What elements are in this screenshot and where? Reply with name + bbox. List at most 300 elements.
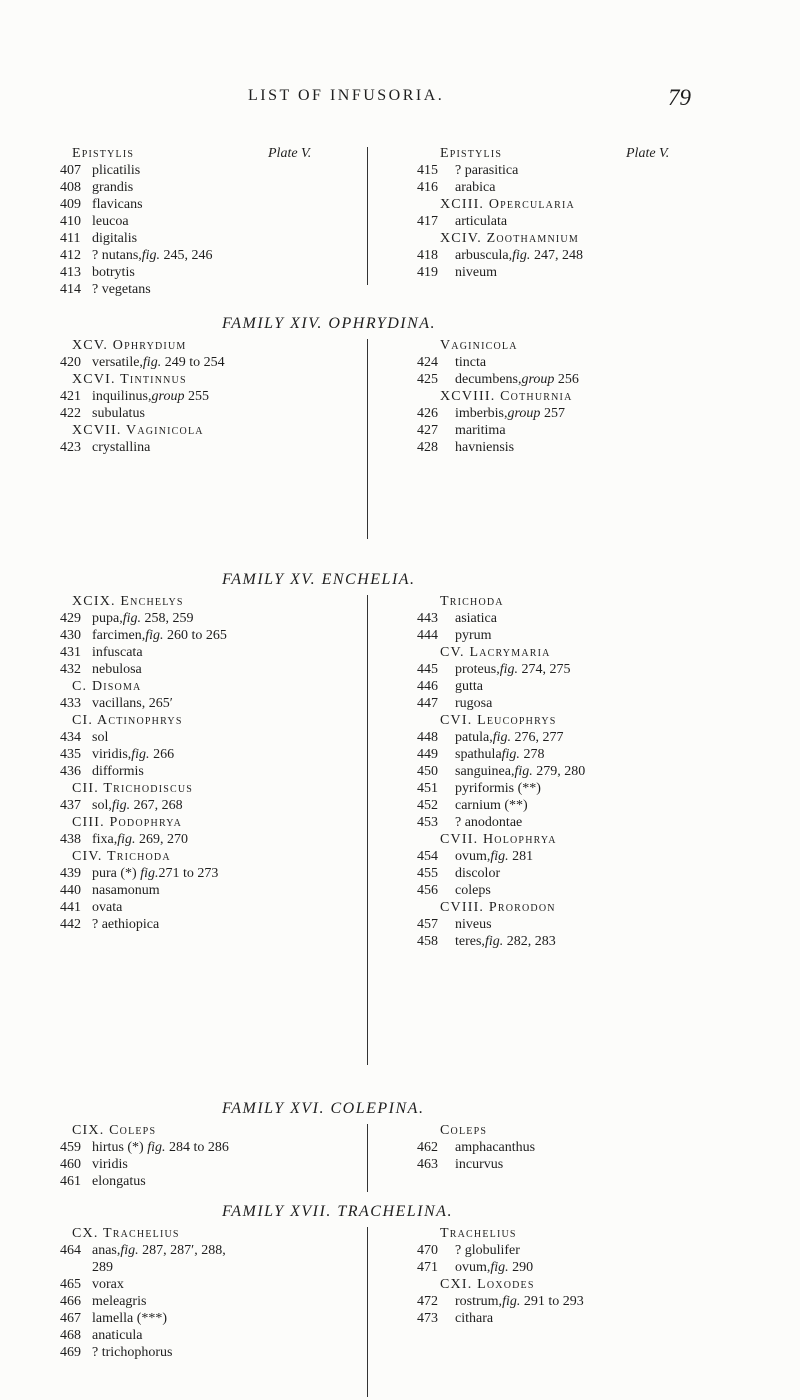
species-entry [400, 916, 720, 933]
species-entry [60, 695, 350, 712]
species-list [400, 610, 720, 644]
figure-numbers: 260 to 265 [163, 628, 227, 643]
species-text: viridis, [92, 747, 132, 762]
figure-label: fig. [142, 355, 162, 370]
species-name [60, 729, 350, 746]
species-name [60, 865, 350, 882]
figure-label: fig. [145, 628, 164, 643]
figure-numbers: 258, 259 [141, 611, 194, 626]
left-column [60, 337, 350, 456]
entry-number: 466 [60, 1294, 81, 1309]
genus-heading: Coleps [440, 1123, 488, 1138]
left-column [60, 145, 350, 298]
species-list [400, 247, 720, 281]
species-text: imberbis, [455, 406, 508, 421]
species-name [400, 439, 720, 456]
species-list [60, 695, 350, 712]
species-text: anas, [92, 1243, 121, 1258]
entry-number: 416 [417, 180, 438, 195]
species-text: pyriformis (**) [455, 781, 541, 796]
species-entry [60, 281, 350, 298]
species-entry [400, 678, 720, 695]
species-text: leucoa [92, 214, 129, 229]
species-entry [60, 264, 350, 281]
genus-heading-row [60, 814, 350, 831]
species-text: pyrum [455, 628, 492, 643]
right-column [400, 145, 720, 281]
genus-heading-row [400, 337, 720, 354]
section-family-xvii [0, 1203, 800, 1393]
entry-number: 469 [60, 1345, 81, 1360]
species-name [60, 763, 350, 780]
species-name [400, 882, 720, 899]
species-entry [60, 916, 350, 933]
species-entry [60, 610, 350, 627]
species-name [60, 627, 350, 644]
entry-number: 440 [60, 883, 81, 898]
species-list [400, 405, 720, 456]
species-entry [400, 247, 720, 264]
species-name [400, 354, 720, 371]
entry-number: 423 [60, 440, 81, 455]
entry-number: 422 [60, 406, 81, 421]
entry-number: 431 [60, 645, 81, 660]
species-name [60, 1259, 350, 1276]
entry-number: 465 [60, 1277, 81, 1292]
species-entry [60, 1310, 350, 1327]
entry-number: 407 [60, 163, 81, 178]
entry-number: 451 [417, 781, 438, 796]
species-name [400, 746, 720, 763]
figure-label: fig. [514, 764, 533, 779]
figure-numbers: 291 to 293 [520, 1294, 584, 1309]
plate-reference: Plate V. [626, 146, 670, 161]
entry-number: 467 [60, 1311, 81, 1326]
species-entry [60, 644, 350, 661]
genus-heading-row [60, 422, 350, 439]
species-text: arbuscula, [455, 248, 513, 263]
species-entry [60, 388, 350, 405]
species-text: proteus, [455, 662, 500, 677]
figure-numbers: 284 to 286 [165, 1140, 229, 1155]
species-name [400, 797, 720, 814]
species-list [60, 1139, 350, 1190]
genus-heading: Epistylis [440, 146, 503, 161]
genus-heading-row [400, 230, 720, 247]
species-entry [60, 1259, 350, 1276]
figure-label: group [151, 389, 185, 404]
species-name [400, 729, 720, 746]
column-divider [367, 1124, 368, 1192]
entry-number: 449 [417, 747, 438, 762]
entry-number: 419 [417, 265, 438, 280]
species-name [400, 1310, 720, 1327]
figure-label: fig. [501, 747, 520, 762]
species-text: decumbens, [455, 372, 522, 387]
genus-heading: CIII. Podophrya [72, 815, 183, 830]
species-entry [60, 439, 350, 456]
species-text: coleps [455, 883, 491, 898]
species-list [400, 1139, 720, 1173]
species-text: grandis [92, 180, 134, 195]
species-name [60, 354, 350, 371]
left-column [60, 593, 350, 933]
species-name [400, 763, 720, 780]
figure-label: fig. [499, 662, 518, 677]
column-divider [367, 147, 368, 285]
figure-numbers: 247, 248 [530, 248, 583, 263]
running-title: LIST OF INFUSORIA. [248, 87, 445, 104]
species-text: flavicans [92, 197, 143, 212]
species-entry [400, 848, 720, 865]
genus-heading-row [400, 1122, 720, 1139]
genus-heading: CVIII. Prorodon [440, 900, 556, 915]
species-name [400, 933, 720, 950]
genus-heading-row [400, 712, 720, 729]
species-entry [400, 780, 720, 797]
species-list [400, 213, 720, 230]
genus-heading-row [60, 678, 350, 695]
species-text: vorax [92, 1277, 124, 1292]
page-number: 79 [668, 85, 691, 110]
genus-heading: CIV. Trichoda [72, 849, 171, 864]
entry-number: 424 [417, 355, 438, 370]
entry-number: 432 [60, 662, 81, 677]
entry-number: 463 [417, 1157, 438, 1172]
entry-number: 421 [60, 389, 81, 404]
genus-heading-row [60, 848, 350, 865]
species-list [400, 1293, 720, 1327]
species-name [400, 695, 720, 712]
species-text: patula, [455, 730, 493, 745]
species-text: subulatus [92, 406, 145, 421]
species-entry [60, 746, 350, 763]
entry-number: 459 [60, 1140, 81, 1155]
species-entry [60, 729, 350, 746]
species-list [60, 729, 350, 780]
species-name [60, 644, 350, 661]
genus-heading-row [60, 593, 350, 610]
species-name [400, 1259, 720, 1276]
species-name [60, 797, 350, 814]
species-name [400, 405, 720, 422]
entry-number: 461 [60, 1174, 81, 1189]
species-name [60, 1344, 350, 1361]
entry-number: 433 [60, 696, 81, 711]
entry-number: 435 [60, 747, 81, 762]
species-text: havniensis [455, 440, 515, 455]
entry-number: 429 [60, 611, 81, 626]
species-entry [60, 354, 350, 371]
figure-label: fig. [490, 1260, 509, 1275]
species-entry [400, 1156, 720, 1173]
species-text: discolor [455, 866, 501, 881]
figure-label: fig. [140, 866, 159, 881]
species-entry [400, 1139, 720, 1156]
entry-number: 437 [60, 798, 81, 813]
species-entry [400, 179, 720, 196]
species-name [400, 848, 720, 865]
species-name [400, 371, 720, 388]
species-name [60, 1242, 350, 1259]
species-entry [400, 371, 720, 388]
entry-number: 418 [417, 248, 438, 263]
species-list [60, 831, 350, 848]
species-text: ? aethiopica [92, 917, 160, 932]
species-name [400, 162, 720, 179]
species-name [400, 1139, 720, 1156]
species-entry [60, 230, 350, 247]
species-entry [400, 814, 720, 831]
species-name [60, 1173, 350, 1190]
figure-numbers: 257 [540, 406, 565, 421]
species-entry [60, 899, 350, 916]
species-text: digitalis [92, 231, 138, 246]
entry-number: 412 [60, 248, 81, 263]
figure-label: fig. [502, 1294, 521, 1309]
genus-heading-row [400, 831, 720, 848]
genus-heading-row [60, 780, 350, 797]
species-entry [400, 933, 720, 950]
species-name [60, 1276, 350, 1293]
genus-heading-row [400, 196, 720, 213]
genus-heading: CV. Lacrymaria [440, 645, 551, 660]
genus-heading-row [60, 712, 350, 729]
genus-heading: CI. Actinophrys [72, 713, 183, 728]
genus-heading-row [60, 1122, 350, 1139]
species-entry [60, 213, 350, 230]
figure-label: fig. [131, 747, 150, 762]
species-text: cithara [455, 1311, 494, 1326]
species-entry [60, 1327, 350, 1344]
species-entry [400, 213, 720, 230]
figure-numbers: 245, 246 [160, 248, 213, 263]
entry-number: 414 [60, 282, 81, 297]
species-name [400, 179, 720, 196]
genus-heading: Epistylis [72, 146, 135, 161]
species-entry [400, 405, 720, 422]
genus-heading-row [400, 1276, 720, 1293]
genus-heading-row [60, 337, 350, 354]
genus-heading: XCIV. Zoothamnium [440, 231, 579, 246]
species-name [400, 916, 720, 933]
species-name [60, 230, 350, 247]
species-entry [400, 746, 720, 763]
species-entry [60, 162, 350, 179]
species-entry [60, 1156, 350, 1173]
species-list [400, 1242, 720, 1276]
species-list [400, 162, 720, 196]
entry-number: 445 [417, 662, 438, 677]
genus-heading-row [400, 899, 720, 916]
entry-number: 428 [417, 440, 438, 455]
figure-numbers: 271 to 273 [158, 866, 219, 881]
entry-number: 457 [417, 917, 438, 932]
species-entry [60, 831, 350, 848]
right-column [400, 593, 720, 950]
left-column [60, 1122, 350, 1190]
species-name [400, 610, 720, 627]
species-name [60, 264, 350, 281]
species-name [60, 213, 350, 230]
entry-number: 436 [60, 764, 81, 779]
figure-numbers: 282, 283 [503, 934, 556, 949]
species-name [400, 661, 720, 678]
genus-heading: XCIX. Enchelys [72, 594, 184, 609]
species-text: farcimen, [92, 628, 146, 643]
species-entry [400, 1310, 720, 1327]
species-text: teres, [455, 934, 485, 949]
species-entry [60, 196, 350, 213]
species-entry [60, 247, 350, 264]
figure-label: fig. [117, 832, 136, 847]
species-name [400, 865, 720, 882]
figure-label: fig. [111, 798, 131, 813]
entry-number: 425 [417, 372, 438, 387]
species-name [60, 281, 350, 298]
right-column [400, 1225, 720, 1327]
species-entry [400, 882, 720, 899]
entry-number: 439 [60, 866, 81, 881]
species-text: incurvus [455, 1157, 504, 1172]
entry-number: 410 [60, 214, 81, 229]
species-list [60, 354, 350, 371]
species-text: viridis [92, 1157, 128, 1172]
genus-heading: CVI. Leucophrys [440, 713, 557, 728]
species-name [400, 247, 720, 264]
entry-number: 448 [417, 730, 438, 745]
family-heading: FAMILY XVI. COLEPINA. [222, 1100, 425, 1117]
figure-label: fig. [492, 730, 511, 745]
species-name [60, 882, 350, 899]
species-entry [60, 797, 350, 814]
species-list [60, 162, 350, 298]
species-text: pura (*) [92, 866, 141, 881]
species-name [400, 678, 720, 695]
genus-heading-row [400, 388, 720, 405]
species-list [400, 848, 720, 899]
species-list [400, 916, 720, 950]
species-name [400, 814, 720, 831]
figure-numbers: 266 [149, 747, 175, 762]
figure-label: fig. [490, 849, 509, 864]
genus-heading: CII. Trichodiscus [72, 781, 194, 796]
genus-heading: XCVI. Tintinnus [72, 372, 187, 387]
species-list [60, 797, 350, 814]
species-name [400, 264, 720, 281]
species-list [60, 865, 350, 933]
species-entry [400, 1259, 720, 1276]
section-epistylis [0, 145, 800, 295]
species-text: tincta [455, 355, 487, 370]
species-text: crystallina [92, 440, 151, 455]
species-name [400, 1242, 720, 1259]
species-name [60, 405, 350, 422]
species-text: ovum, [455, 849, 491, 864]
species-text: amphacanthus [455, 1140, 536, 1155]
left-column [60, 1225, 350, 1361]
species-name [60, 162, 350, 179]
species-text: meleagris [92, 1294, 147, 1309]
entry-number: 473 [417, 1311, 438, 1326]
species-text: lamella (***) [92, 1311, 168, 1326]
genus-heading-row [400, 1225, 720, 1242]
species-name [60, 1156, 350, 1173]
entry-number: 417 [417, 214, 438, 229]
species-entry [60, 763, 350, 780]
entry-number: 443 [417, 611, 438, 626]
entry-number: 427 [417, 423, 438, 438]
entry-number: 446 [417, 679, 438, 694]
species-name [400, 1293, 720, 1310]
species-text: ? parasitica [455, 163, 519, 178]
species-name [60, 439, 350, 456]
species-text: carnium (**) [455, 798, 528, 813]
species-text: gutta [455, 679, 483, 694]
species-entry [400, 162, 720, 179]
genus-heading: Trichoda [440, 594, 504, 609]
entry-number: 420 [60, 355, 81, 370]
entry-number: 441 [60, 900, 81, 915]
species-list [400, 354, 720, 388]
entry-number: 438 [60, 832, 81, 847]
entry-number: 472 [417, 1294, 438, 1309]
genus-heading: CIX. Coleps [72, 1123, 157, 1138]
section-family-xiv [0, 315, 800, 560]
genus-heading: CXI. Loxodes [440, 1277, 535, 1292]
species-text: anaticula [92, 1328, 143, 1343]
column-divider [367, 339, 368, 539]
entry-number: 413 [60, 265, 81, 280]
entry-number: 454 [417, 849, 438, 864]
species-name [60, 831, 350, 848]
entry-number: 468 [60, 1328, 81, 1343]
species-name [60, 247, 350, 264]
species-entry [400, 661, 720, 678]
genus-heading-row [400, 145, 720, 162]
species-name [60, 899, 350, 916]
species-text: difformis [92, 764, 144, 779]
species-name [60, 746, 350, 763]
figure-numbers: 287, 287′, 288, [138, 1243, 226, 1258]
entry-number: 444 [417, 628, 438, 643]
entry-number: 434 [60, 730, 81, 745]
species-text: versatile, [92, 355, 143, 370]
species-entry [400, 695, 720, 712]
species-name [400, 213, 720, 230]
genus-heading: XCV. Ophrydium [72, 338, 187, 353]
figure-numbers: 279, 280 [532, 764, 586, 779]
entry-number: 447 [417, 696, 438, 711]
genus-heading: Trachelius [440, 1226, 517, 1241]
plate-reference: Plate V. [268, 146, 312, 161]
species-list [60, 439, 350, 456]
figure-numbers: 274, 275 [518, 662, 571, 677]
genus-heading-row [60, 145, 350, 162]
species-text: niveum [455, 265, 497, 280]
genus-heading: C. Disoma [72, 679, 142, 694]
entry-number: 453 [417, 815, 438, 830]
species-text: rostrum, [455, 1294, 503, 1309]
species-entry [400, 797, 720, 814]
species-entry [60, 179, 350, 196]
species-text: articulata [455, 214, 508, 229]
genus-heading-row [60, 371, 350, 388]
species-text: niveus [455, 917, 492, 932]
species-text: ? vegetans [92, 282, 151, 297]
entry-number: 464 [60, 1243, 81, 1258]
species-list [60, 610, 350, 678]
